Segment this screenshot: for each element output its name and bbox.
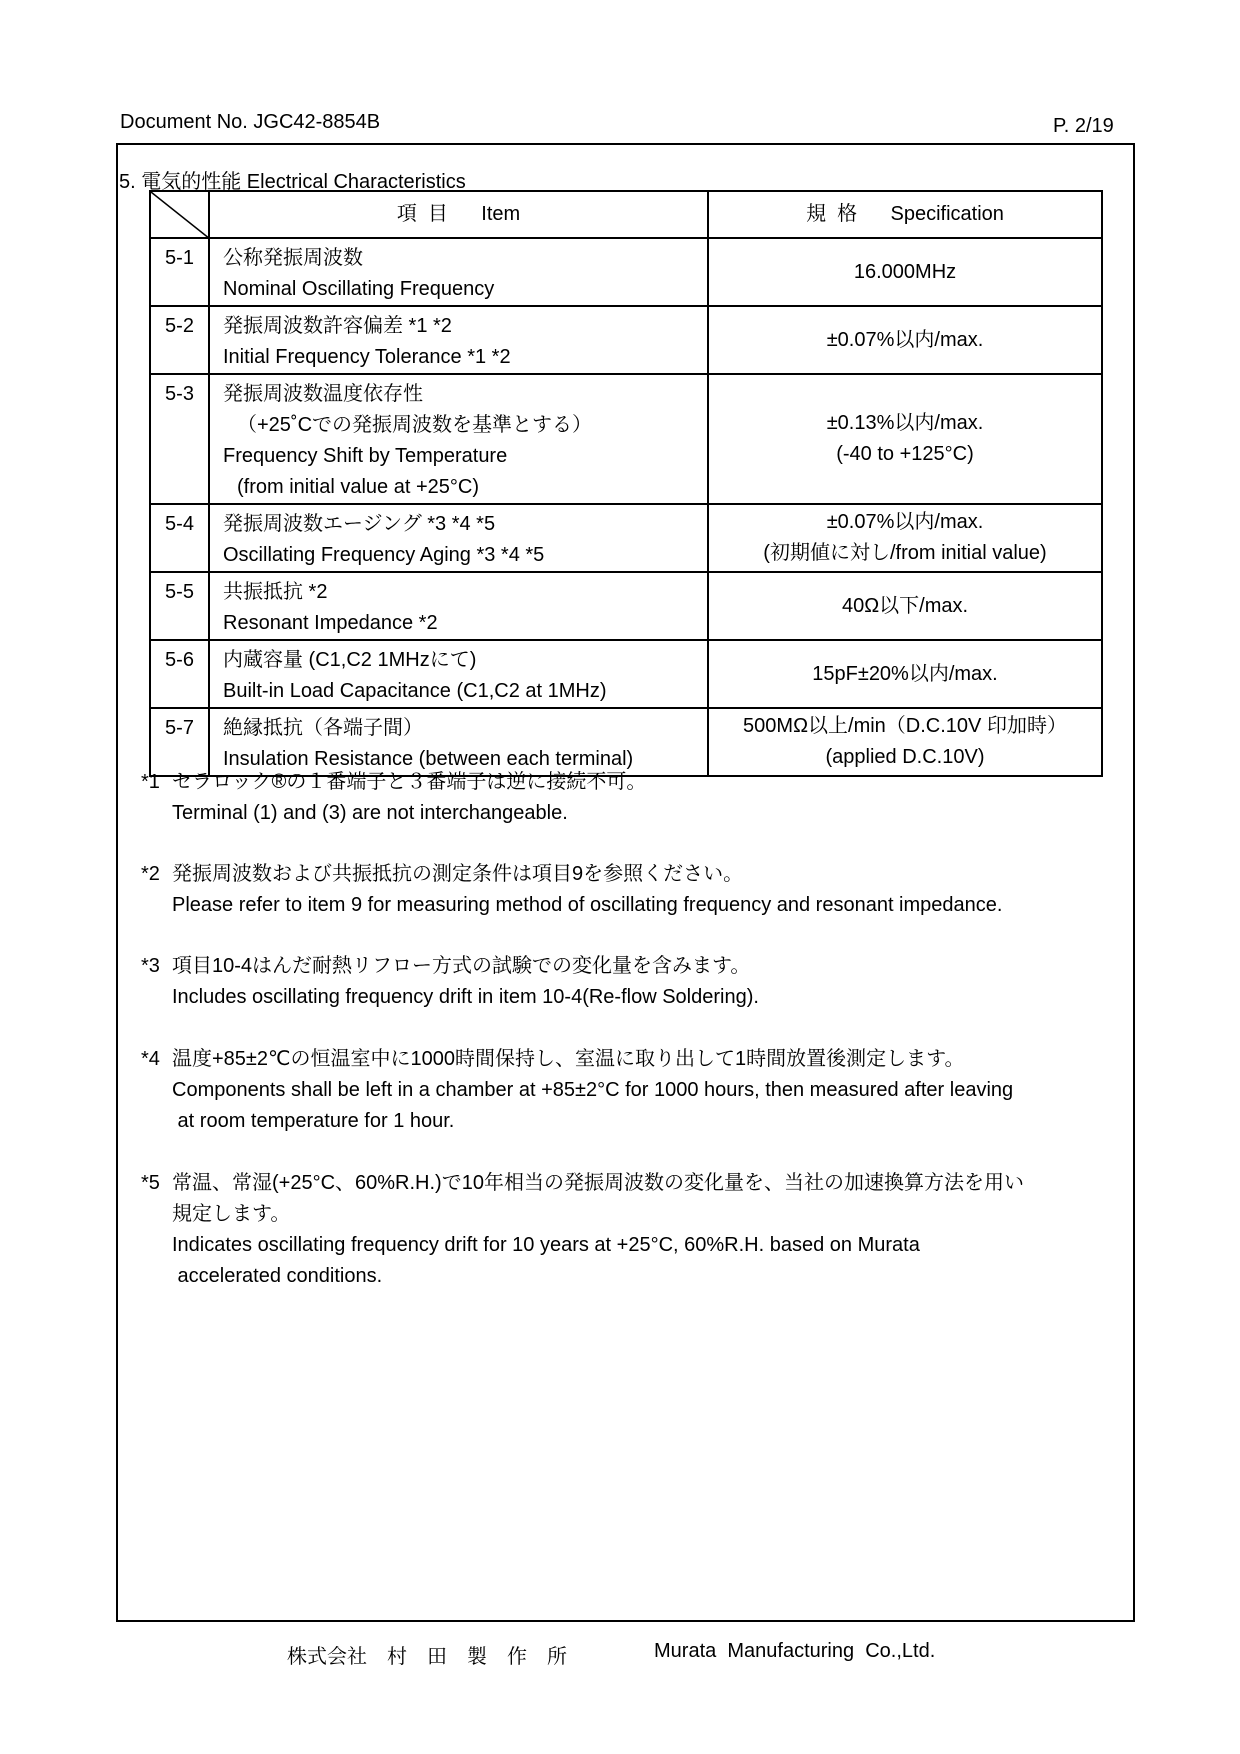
item-line: 発振周波数エージング *3 *4 *5	[223, 513, 496, 535]
item-description	[209, 572, 708, 640]
specification-value	[708, 504, 1102, 572]
footnote-line: Terminal (1) and (3) are not interchangeable.	[172, 802, 568, 824]
item-line: Initial Frequency Tolerance *1 *2	[223, 346, 511, 368]
item-description	[209, 306, 708, 374]
footnote-mark: *5	[141, 1172, 160, 1194]
page-number: P. 2/19	[1053, 115, 1114, 137]
item-description	[209, 238, 708, 306]
footnote-line: Components shall be left in a chamber at +85±2°C for 1000 hours, then measured after leaving	[172, 1079, 1014, 1101]
footnote-line: at room temperature for 1 hour.	[172, 1110, 455, 1132]
item-line: Built-in Load Capacitance (C1,C2 at 1MHz)	[223, 680, 607, 702]
footnote-line: 項目10-4はんだ耐熱リフロー方式の試験での変化量を含みます。	[172, 955, 751, 977]
footnote-mark: *2	[141, 863, 160, 885]
item-number: 5-5	[150, 572, 209, 640]
spec-line: (-40 to +125°C)	[836, 443, 974, 465]
item-line: Frequency Shift by Temperature	[223, 445, 508, 467]
item-description	[209, 708, 708, 776]
spec-line: 15pF±20%以内/max.	[812, 662, 998, 685]
footnote-line: 規定します。	[172, 1203, 291, 1225]
spec-line: (初期値に対し/from initial value)	[763, 542, 1047, 564]
item-line: 公称発振周波数	[223, 247, 363, 269]
footnote-mark: *1	[141, 771, 160, 793]
footnote	[141, 1044, 1013, 1137]
table-header-row	[150, 191, 1102, 238]
specification-value	[708, 640, 1102, 708]
item-number: 5-6	[150, 640, 209, 708]
footnote-line: Includes oscillating frequency drift in item 10-4(Re-flow Soldering).	[172, 986, 759, 1008]
spec-line: ±0.07%以内/max.	[826, 328, 984, 351]
spec-line: ±0.13%以内/max.	[826, 412, 984, 434]
section-title: 5. 電気的性能 Electrical Characteristics	[119, 171, 466, 193]
diagonal-line-icon	[151, 192, 210, 239]
specification-value	[708, 374, 1102, 504]
spec-line: (applied D.C.10V)	[825, 746, 985, 768]
footer-company-en: Murata Manufacturing Co.,Ltd.	[654, 1640, 936, 1662]
item-line: （+25˚Cでの発振周波数を基準とする）	[237, 414, 593, 436]
specification-value	[708, 306, 1102, 374]
item-line: (from initial value at +25°C)	[237, 476, 479, 498]
item-number: 5-4	[150, 504, 209, 572]
spec-column-header: 規 格 Specification	[708, 191, 1102, 238]
table-row	[150, 238, 1102, 306]
footnote-line: Please refer to item 9 for measuring method of oscillating frequency and resonant impedance.	[172, 894, 1003, 916]
item-line: Nominal Oscillating Frequency	[223, 278, 495, 300]
item-column-header: 項 目 Item	[209, 191, 708, 238]
spec-line: 40Ω以下/max.	[841, 594, 969, 617]
item-line: Oscillating Frequency Aging *3 *4 *5	[223, 544, 545, 566]
table-row	[150, 504, 1102, 572]
footnote-line: セラロック®の１番端子と３番端子は逆に接続不可。	[172, 771, 647, 793]
item-line: 内蔵容量 (C1,C2 1MHzにて)	[223, 649, 477, 671]
item-number: 5-2	[150, 306, 209, 374]
footnote-line: 常温、常湿(+25°C、60%R.H.)で10年相当の発振周波数の変化量を、当社の加速換算方法を用い	[172, 1172, 1024, 1194]
footnote-mark: *4	[141, 1048, 160, 1070]
item-description	[209, 640, 708, 708]
item-line: Resonant Impedance *2	[223, 612, 438, 634]
footnote-mark: *3	[141, 955, 160, 977]
item-line: Insulation Resistance (between each terminal)	[223, 748, 634, 770]
item-line: 発振周波数温度依存性	[223, 383, 423, 405]
specification-value	[708, 572, 1102, 640]
document-number: Document No. JGC42-8854B	[120, 111, 381, 133]
item-description	[209, 504, 708, 572]
diagonal-header-cell	[150, 191, 209, 238]
footnote	[141, 1168, 1024, 1292]
footnote	[141, 767, 646, 829]
table-row	[150, 708, 1102, 776]
specification-value	[708, 238, 1102, 306]
footnote-line: 発振周波数および共振抵抗の測定条件は項目9を参照ください。	[172, 863, 744, 885]
table-row	[150, 572, 1102, 640]
spec-line: 500MΩ以上/min（D.C.10V 印加時）	[743, 715, 1067, 737]
footer-company-ja: 株式会社 村 田 製 作 所	[287, 1646, 567, 1668]
table-row	[150, 640, 1102, 708]
spec-line: 16.000MHz	[853, 260, 957, 283]
footnote-line: accelerated conditions.	[172, 1265, 383, 1287]
item-line: 共振抵抗 *2	[223, 581, 328, 603]
spec-line: ±0.07%以内/max.	[826, 511, 984, 533]
footnote	[141, 859, 1002, 921]
footnote	[141, 951, 759, 1013]
footnote-line: Indicates oscillating frequency drift for 10 years at +25°C, 60%R.H. based on Murata	[172, 1234, 920, 1256]
item-line: 絶縁抵抗（各端子間）	[223, 717, 423, 739]
specification-value	[708, 708, 1102, 776]
electrical-characteristics-table	[149, 190, 1103, 777]
item-description	[209, 374, 708, 504]
table-row	[150, 374, 1102, 504]
footnote-line: 温度+85±2℃の恒温室中に1000時間保持し、室温に取り出して1時間放置後測定します。	[172, 1048, 965, 1070]
item-number: 5-1	[150, 238, 209, 306]
table-row	[150, 306, 1102, 374]
item-number: 5-7	[150, 708, 209, 776]
item-number: 5-3	[150, 374, 209, 504]
item-line: 発振周波数許容偏差 *1 *2	[223, 315, 452, 337]
